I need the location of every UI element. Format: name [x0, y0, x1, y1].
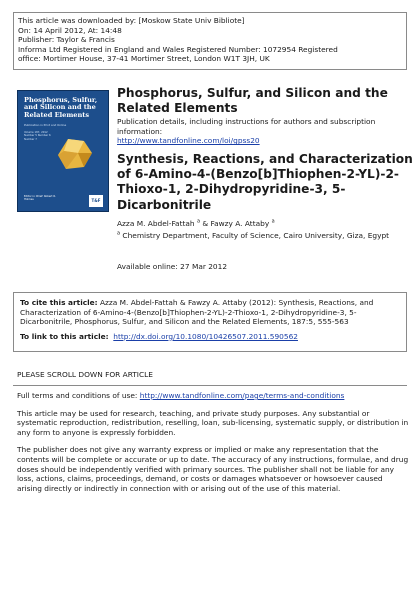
journal-title: Phosphorus, Sulfur, and Silicon and the Related Elements [117, 86, 388, 115]
download-line: This article was downloaded by: [Moskow State Univ Bibliote] [18, 16, 245, 25]
cover-issue-lines: Volume 187, 2012 Number 5 Number 6 Number 7 [24, 131, 51, 141]
author-2: & Fawzy A. Attaby [202, 219, 270, 228]
available-online: Available online: 27 Mar 2012 [117, 262, 228, 271]
disclaimer-paragraph: The publisher does not give any warranty express or implied or make any representation that the contents will be complete or accurate or up to date. The accuracy of any instructions, formulae, and drug doses should be independently verified with primary sources. The publisher shall not be liable for any loss, actions, claims, proceedings, demand, or costs or damages whatsoever or howsoever caused arising directly or indirectly in connection with or arising out of the use of this material. [17, 445, 409, 493]
download-info-box [13, 12, 407, 70]
cover-title: Phosphorus, Sulfur, and Silicon and the Related Elements [24, 96, 98, 119]
author-2-affil-mark: a [271, 218, 275, 225]
registration-line: Informa Ltd Registered in England and Wales Registered Number: 1072954 Registered [18, 44, 338, 54]
affiliation-text: Chemistry Department, Faculty of Science, Cairo University, Giza, Egypt [120, 231, 390, 240]
terms-link[interactable]: http://www.tandfonline.com/page/terms-and-conditions [139, 391, 345, 400]
citation [20, 298, 400, 327]
cover-subtitle: Publication in Print and Online [24, 123, 67, 127]
journal-cover-image [17, 90, 109, 212]
cite-label: To cite this article: [20, 298, 98, 307]
publisher-logo: T&F [89, 195, 103, 207]
crystal-image-icon [50, 133, 96, 173]
author-affil-mark: a [196, 218, 201, 225]
terms-link-paragraph [17, 391, 409, 401]
author-1: Azza M. Abdel-Fattah [117, 219, 195, 228]
publication-details [117, 117, 412, 146]
citation-box [13, 292, 407, 352]
scroll-note: PLEASE SCROLL DOWN FOR ARTICLE [17, 370, 153, 379]
terms-label: Full terms and conditions of use: [17, 391, 140, 400]
authors [117, 219, 412, 229]
usage-paragraph: This article may be used for research, teaching, and private study purposes. Any substantial or systematic reproduction, redistribution, reselling, loan, sub-licensing, systematic supply, or distribution in any form to anyone is expressly forbidden. [17, 408, 409, 437]
link-label: To link to this article: [20, 331, 109, 341]
affiliation [117, 231, 412, 241]
office-line: office: Mortimer House, 37-41 Mortimer Street, London W1T 3JH, UK [18, 54, 270, 64]
article-link-line [20, 332, 400, 342]
cite-text: Azza M. Abdel-Fattah & Fawzy A. Attaby (2012): Synthesis, Reactions, and Characterization of 6-Amino-4-(Benzo[b]Thiophen-2-YL)-2-Thioxo-1, 2-Dihydropyridine-3, 5-Dicarbonitrile, Phosphorus, Sulfur, and Silicon and the Related Elements, 187:5, 555-563 [20, 298, 374, 327]
affiliation-mark: a [117, 230, 121, 237]
divider [13, 385, 407, 386]
doi-link[interactable]: http://dx.doi.org/10.1080/10426507.2011.590562 [113, 331, 298, 341]
journal-link[interactable]: http://www.tandfonline.com/loi/gpss20 [117, 136, 260, 146]
download-date: On: 14 April 2012, At: 14:48 [18, 25, 122, 35]
publication-details-text: Publication details, including instructions for authors and subscription information: [117, 117, 376, 136]
terms-section [17, 391, 409, 501]
article-title: Synthesis, Reactions, and Characterization of 6-Amino-4-(Benzo[b]Thiophen-2-YL)-2-Thioxo-1, 2-Dihydropyridine-3, 5-Dicarbonitrile [117, 152, 413, 212]
publisher-line: Publisher: Taylor & Francis [18, 35, 115, 45]
cover-editor-text: Editor in Chief: Robert R. Holmes [24, 195, 56, 202]
